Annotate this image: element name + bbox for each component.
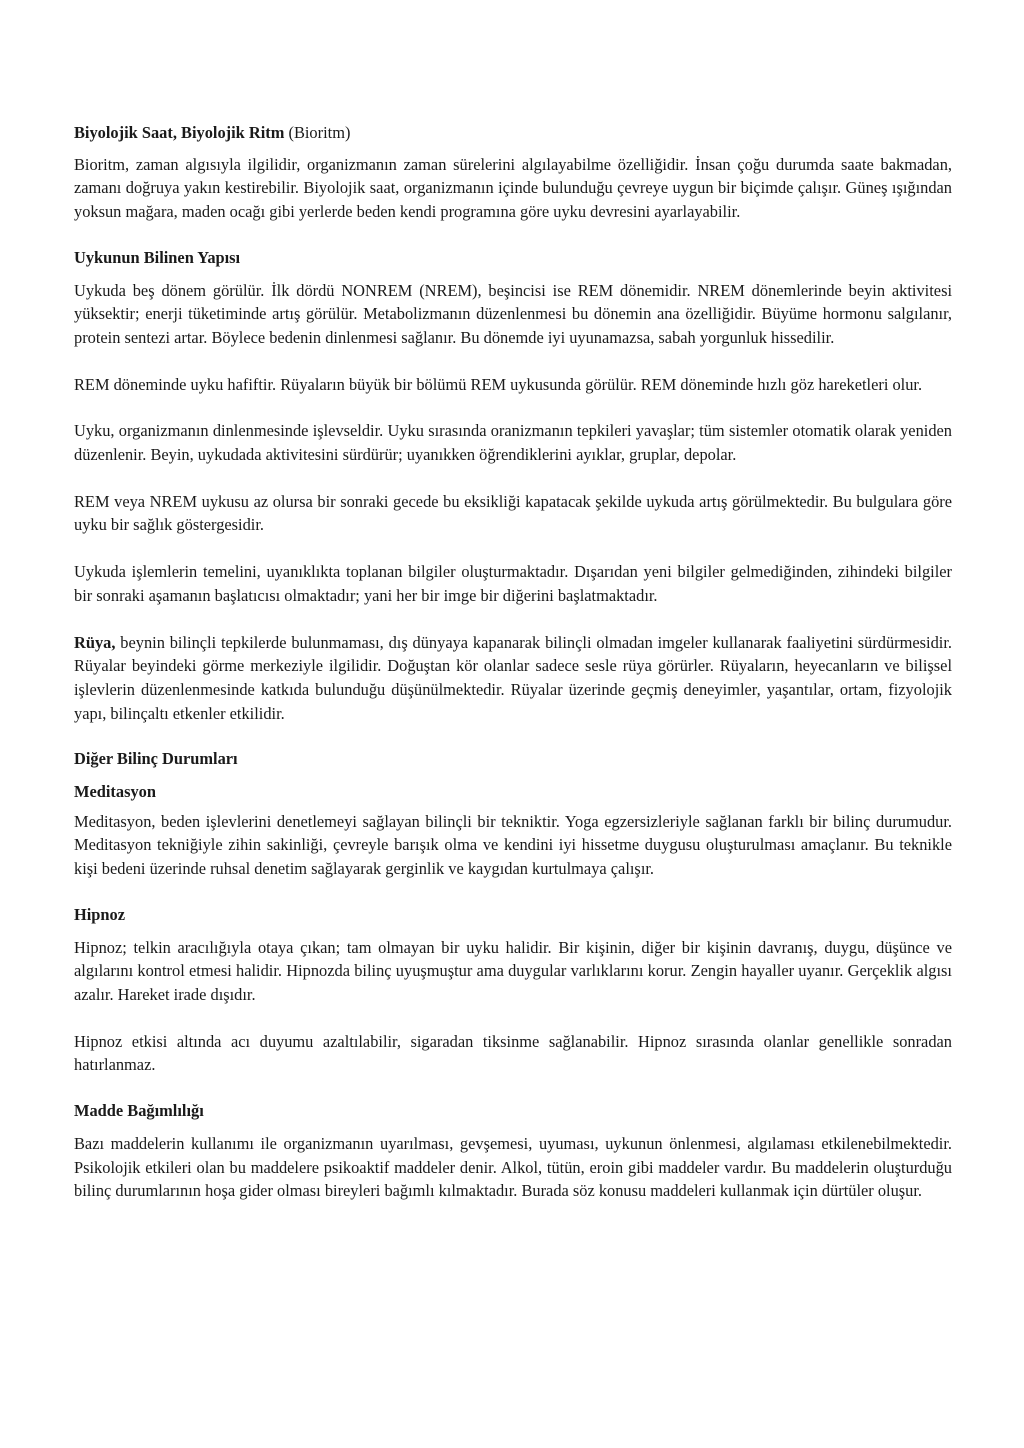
- paragraph-meditasyon: Meditasyon, beden işlevlerini denetlemeyi sağlayan bilinçli bir tekniktir. Yoga egzersizleriyle sağlanan farklı bir bilinç durumudur. Meditasyon tekniğiyle zihin sakinliği, çevreyle barışık olma ve kendini iyi hissetme duygusu oluşturulması amaçlanır. Bu teknikle kişi bedeni üzerinde ruhsal denetim sağlayarak gerginlik ve kaygıdan kurtulmaya çalışır.: [74, 811, 952, 879]
- heading-bioritm-bold: Biyolojik Saat, Biyolojik Ritm: [74, 123, 285, 142]
- ruya-lead: Rüya,: [74, 632, 116, 652]
- paragraph-uyku-5: Uykuda işlemlerin temelini, uyanıklıkta toplanan bilgiler oluşturmaktadır. Dışarıdan yeni bilgiler gelmediğinden, zihindeki bilgiler bir sonraki aşamanın başlatıcısı olmaktadır; yani her bir imge bir diğerini başlatmaktadır.: [74, 562, 952, 605]
- paragraph-ruya: [74, 631, 952, 726]
- heading-hipnoz: Hipnoz: [74, 904, 126, 924]
- heading-uyku-yapisi: Uykunun Bilinen Yapısı: [74, 247, 241, 267]
- paragraph-uyku-1: Uykuda beş dönem görülür. İlk dördü NONREM (NREM), beşincisi ise REM dönemidir. NREM dönemlerinde beyin aktivitesi yüksektir; enerji tüketiminde artış görülür. Metabolizmanın düzenlenmesi bu dönemin ana özelliğidir. Büyüme hormonu salgılanır, protein sentezi artar. Böylece bedenin dinlenmesi sağlanır. Bu dönemde iyi uyunamazsa, sabah yorgunluk hissedilir.: [74, 280, 952, 347]
- paragraph-bioritm: Bioritm, zaman algısıyla ilgilidir, organizmanın zaman sürelerini algılayabilme özelliğidir. İnsan çoğu durumda saate bakmadan, zamanı doğruya yakın kestirebilir. Biyolojik saat, organizmanın içinde bulunduğu çevreye uygun bir biçimde çalışır. Güneş ışığından yoksun mağara, maden ocağı gibi yerlerde beden kendi programına göre uyku devresini ayarlayabilir.: [74, 154, 952, 222]
- heading-bioritm-light: (Bioritm): [288, 123, 351, 142]
- heading-meditasyon: Meditasyon: [74, 782, 156, 802]
- paragraph-uyku-2: REM döneminde uyku hafiftir. Rüyaların büyük bir bölümü REM uykusunda görülür. REM döneminde hızlı göz hareketleri olur.: [74, 374, 923, 394]
- heading-madde-bagimliligi: Madde Bağımlılığı: [74, 1101, 204, 1121]
- heading-bioritm: [74, 121, 952, 145]
- paragraph-uyku-3: Uyku, organizmanın dinlenmesinde işlevseldir. Uyku sırasında oranizmanın tepkileri yavaşlar; tüm sistemler otomatik olarak yeniden düzenlenir. Beyin, uykudada aktivitesini sürdürür; uyanıkken öğrendiklerini ayıklar, gruplar, depolar.: [74, 421, 952, 465]
- paragraph-hipnoz-2: Hipnoz etkisi altında acı duyumu azaltılabilir, sigaradan tiksinme sağlanabilir. Hipnoz sırasında olanlar genellikle sonradan hatırlanmaz.: [74, 1031, 952, 1075]
- paragraph-uyku-4: REM veya NREM uykusu az olursa bir sonraki gecede bu eksikliği kapatacak şekilde uykuda artış görülmektedir. Bu bulgulara göre uyku bir sağlık göstergesidir.: [74, 491, 952, 535]
- document-page: [74, 121, 952, 1203]
- paragraph-hipnoz-1: Hipnoz; telkin aracılığıyla otaya çıkan; tam olmayan bir uyku halidir. Bir kişinin, diğer bir kişinin davranış, duygu, düşünce ve algılarını kontrol etmesi halidir. Hipnozda bilinç uyuşmuştur ama duygular varlıklarını korur. Zengin hayaller uyanır. Gerçeklik algısı azalır. Hareket irade dışıdır.: [74, 937, 952, 1004]
- paragraph-madde: Bazı maddelerin kullanımı ile organizmanın uyarılması, gevşemesi, uyuması, uykunun önlenmesi, algılaması etkilenebilmektedir. Psikolojik etkileri olan bu maddelere psikoaktif maddeler denir. Alkol, tütün, eroin gibi maddeler vardır. Bu maddelerin oluşturduğu bilinç durumlarının hoşa gider olması bireyleri bağımlı kılmaktadır. Burada söz konusu maddeleri kullanmak için dürtüler oluşur.: [74, 1133, 952, 1201]
- ruya-text: beynin bilinçli tepkilerde bulunmaması, dış dünyaya kapanarak bilinçli olmadan imgeler kullanarak faaliyetini sürdürmesidir. Rüyalar beyindeki görme merkeziyle ilgilidir. Doğuştan kör olanlar sadece sesle rüya görürler. Rüyaların, heyecanların ve bilişsel işlevlerin düzenlenmesinde katkıda bulunduğu düşünülmektedir. Rüyalar üzerinde geçmiş deneyimler, yaşantılar, ortam, fizyolojik yapı, bilinçaltı etkenler etkilidir.: [74, 632, 952, 723]
- heading-diger-bilinc: Diğer Bilinç Durumları: [74, 749, 238, 769]
